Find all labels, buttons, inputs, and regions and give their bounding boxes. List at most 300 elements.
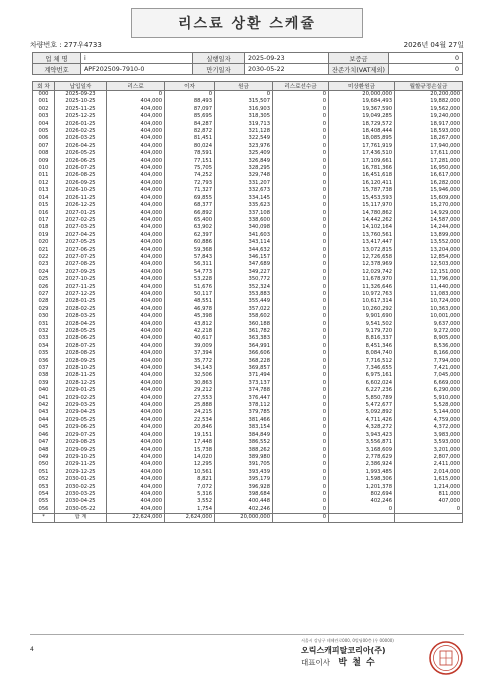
table-row: [33, 350, 463, 357]
cell-pay-date: 2025-10-25: [55, 98, 107, 105]
cell-loss: 18,267,000: [395, 135, 463, 142]
cell-pay-date: 2026-03-25: [55, 135, 107, 142]
cell-prepayment: 0: [273, 506, 329, 514]
table-row: [33, 217, 463, 224]
cell-outstanding: 12,029,742: [329, 269, 395, 276]
cell-interest: 27,553: [165, 395, 215, 402]
cell-lease-fee: 404,000: [107, 335, 165, 342]
start-date-label: 실행일자: [193, 53, 245, 64]
cell-lease-fee: 404,000: [107, 432, 165, 439]
cell-interest: 8,821: [165, 476, 215, 483]
cell-pay-date: 2026-10-25: [55, 187, 107, 194]
cell-principal: 363,383: [215, 335, 273, 342]
cell-principal: 347,689: [215, 261, 273, 268]
cell-interest: 1,754: [165, 506, 215, 514]
cell-lease-fee: 404,000: [107, 232, 165, 239]
cell-lease-fee: 404,000: [107, 506, 165, 514]
cell-principal: 0: [215, 91, 273, 99]
cell-outstanding: 19,684,493: [329, 98, 395, 105]
cell-interest: 56,311: [165, 261, 215, 268]
cell-seq: 046: [33, 432, 55, 439]
cell-lease-fee: 404,000: [107, 172, 165, 179]
cell-lease-fee: 404,000: [107, 291, 165, 298]
cell-principal: 386,552: [215, 439, 273, 446]
cell-outstanding: 10,260,292: [329, 306, 395, 313]
cell-prepayment: 0: [273, 372, 329, 379]
cell-loss: 3,983,000: [395, 432, 463, 439]
cell-outstanding: 9,541,502: [329, 321, 395, 328]
cell-lease-fee: 404,000: [107, 180, 165, 187]
table-row: [33, 313, 463, 320]
cell-seq: 021: [33, 247, 55, 254]
cell-interest: 81,451: [165, 135, 215, 142]
table-row: [33, 454, 463, 461]
cell-prepayment: 0: [273, 298, 329, 305]
cell-principal: 393,439: [215, 469, 273, 476]
total-loss: [395, 514, 463, 522]
cell-interest: 7,072: [165, 484, 215, 491]
cell-seq: 030: [33, 313, 55, 320]
cell-seq: 031: [33, 321, 55, 328]
table-row: [33, 380, 463, 387]
cell-pay-date: 2028-08-25: [55, 350, 107, 357]
cell-prepayment: 0: [273, 202, 329, 209]
deposit-value: 0: [389, 53, 463, 64]
table-row: [33, 224, 463, 231]
document-title: 리스료 상환 스케쥴: [131, 8, 363, 38]
cell-loss: 18,593,000: [395, 128, 463, 135]
col-header-lease-fee: 리스료: [107, 82, 165, 91]
cell-loss: 8,905,000: [395, 335, 463, 342]
cell-seq: 032: [33, 328, 55, 335]
cell-principal: 334,145: [215, 195, 273, 202]
cell-outstanding: 7,346,655: [329, 365, 395, 372]
cell-prepayment: 0: [273, 402, 329, 409]
cell-seq: 033: [33, 335, 55, 342]
cell-lease-fee: 404,000: [107, 358, 165, 365]
total-principal: 20,000,000: [215, 514, 273, 522]
cell-interest: 66,892: [165, 210, 215, 217]
cell-interest: 3,552: [165, 498, 215, 505]
cell-outstanding: 13,417,447: [329, 239, 395, 246]
cell-lease-fee: 404,000: [107, 284, 165, 291]
table-row: [33, 424, 463, 431]
cell-prepayment: 0: [273, 380, 329, 387]
cell-principal: 378,112: [215, 402, 273, 409]
cell-prepayment: 0: [273, 343, 329, 350]
cell-loss: 7,045,000: [395, 372, 463, 379]
col-header-outstanding: 미상환원금: [329, 82, 395, 91]
cell-interest: 17,448: [165, 439, 215, 446]
cell-interest: 60,886: [165, 239, 215, 246]
cell-seq: 016: [33, 210, 55, 217]
cell-lease-fee: 404,000: [107, 210, 165, 217]
cell-prepayment: 0: [273, 447, 329, 454]
cell-interest: 74,252: [165, 172, 215, 179]
table-row: [33, 247, 463, 254]
cell-pay-date: 2025-11-25: [55, 106, 107, 113]
cell-prepayment: 0: [273, 180, 329, 187]
cell-principal: 349,227: [215, 269, 273, 276]
cell-loss: 10,363,000: [395, 306, 463, 313]
cell-seq: 056: [33, 506, 55, 514]
cell-seq: 017: [33, 217, 55, 224]
cell-loss: 6,669,000: [395, 380, 463, 387]
cell-loss: 5,910,000: [395, 395, 463, 402]
cell-lease-fee: 404,000: [107, 328, 165, 335]
cell-lease-fee: 404,000: [107, 447, 165, 454]
cell-prepayment: 0: [273, 461, 329, 468]
cell-principal: 338,600: [215, 217, 273, 224]
cell-interest: 0: [165, 91, 215, 99]
schedule-header-row: [33, 82, 463, 91]
cell-prepayment: 0: [273, 424, 329, 431]
cell-seq: 054: [33, 491, 55, 498]
cell-seq: 027: [33, 291, 55, 298]
cell-lease-fee: 404,000: [107, 298, 165, 305]
cell-outstanding: 4,328,272: [329, 424, 395, 431]
ceo-name: 박 철 수: [338, 658, 376, 668]
total-lease-fee: 22,624,000: [107, 514, 165, 522]
cell-outstanding: 16,451,618: [329, 172, 395, 179]
table-row: [33, 128, 463, 135]
cell-outstanding: 3,168,609: [329, 447, 395, 454]
cell-pay-date: 2029-10-25: [55, 454, 107, 461]
cell-interest: 35,772: [165, 358, 215, 365]
cell-principal: 374,788: [215, 387, 273, 394]
cell-principal: 381,466: [215, 417, 273, 424]
cell-outstanding: 10,972,763: [329, 291, 395, 298]
info-row: [33, 53, 463, 64]
cell-seq: 048: [33, 447, 55, 454]
cell-lease-fee: 404,000: [107, 395, 165, 402]
cell-seq: 047: [33, 439, 55, 446]
cell-interest: 19,151: [165, 432, 215, 439]
residual-value-value: 0: [389, 64, 463, 75]
total-interest: 2,624,000: [165, 514, 215, 522]
cell-loss: 13,204,000: [395, 247, 463, 254]
cell-seq: 002: [33, 106, 55, 113]
title-area: [0, 8, 494, 38]
cell-loss: 14,929,000: [395, 210, 463, 217]
cell-lease-fee: 404,000: [107, 269, 165, 276]
cell-loss: 12,151,000: [395, 269, 463, 276]
cell-principal: 341,603: [215, 232, 273, 239]
cell-prepayment: 0: [273, 284, 329, 291]
cell-principal: 384,849: [215, 432, 273, 439]
cell-prepayment: 0: [273, 121, 329, 128]
cell-interest: 54,773: [165, 269, 215, 276]
cell-prepayment: 0: [273, 113, 329, 120]
cell-seq: 014: [33, 195, 55, 202]
cell-pay-date: 2026-05-25: [55, 150, 107, 157]
total-label: 합 계: [55, 514, 107, 522]
cell-prepayment: 0: [273, 135, 329, 142]
total-outstanding: [329, 514, 395, 522]
ceo-label: 대표이사: [301, 658, 330, 667]
cell-loss: 19,240,000: [395, 113, 463, 120]
cell-loss: 9,272,000: [395, 328, 463, 335]
cell-outstanding: 20,000,000: [329, 91, 395, 99]
cell-outstanding: 18,729,572: [329, 121, 395, 128]
table-row: [33, 343, 463, 350]
cell-loss: 5,528,000: [395, 402, 463, 409]
cell-prepayment: 0: [273, 210, 329, 217]
cell-pay-date: 2026-04-25: [55, 143, 107, 150]
cell-outstanding: 1,993,485: [329, 469, 395, 476]
cell-prepayment: 0: [273, 476, 329, 483]
cell-prepayment: 0: [273, 172, 329, 179]
cell-lease-fee: 404,000: [107, 439, 165, 446]
table-row: [33, 395, 463, 402]
cell-principal: 369,857: [215, 365, 273, 372]
cell-prepayment: 0: [273, 484, 329, 491]
cell-interest: 62,397: [165, 232, 215, 239]
cell-loss: 10,001,000: [395, 313, 463, 320]
cell-interest: 57,843: [165, 254, 215, 261]
cell-lease-fee: 404,000: [107, 321, 165, 328]
cell-seq: 005: [33, 128, 55, 135]
cell-prepayment: 0: [273, 106, 329, 113]
cell-interest: 68,377: [165, 202, 215, 209]
cell-loss: 19,882,000: [395, 98, 463, 105]
cell-outstanding: 9,179,720: [329, 328, 395, 335]
cell-seq: 009: [33, 158, 55, 165]
cell-interest: 43,812: [165, 321, 215, 328]
cell-seq: 040: [33, 387, 55, 394]
cell-interest: 50,117: [165, 291, 215, 298]
col-header-principal: 원금: [215, 82, 273, 91]
table-row: [33, 91, 463, 99]
cell-interest: 32,506: [165, 372, 215, 379]
cell-loss: 3,593,000: [395, 439, 463, 446]
cell-prepayment: 0: [273, 254, 329, 261]
company-seal-icon: [428, 640, 464, 676]
table-row: [33, 469, 463, 476]
cell-loss: 7,421,000: [395, 365, 463, 372]
cell-pay-date: 2029-02-25: [55, 395, 107, 402]
table-row: [33, 98, 463, 105]
table-row: [33, 269, 463, 276]
cell-outstanding: 8,451,346: [329, 343, 395, 350]
cell-lease-fee: 404,000: [107, 454, 165, 461]
table-row: [33, 121, 463, 128]
table-row: [33, 195, 463, 202]
cell-loss: 14,244,000: [395, 224, 463, 231]
table-row: [33, 365, 463, 372]
cell-seq: 049: [33, 454, 55, 461]
table-row: [33, 261, 463, 268]
cell-outstanding: 2,386,924: [329, 461, 395, 468]
cell-lease-fee: 404,000: [107, 165, 165, 172]
maturity-date-value: 2030-05-22: [245, 64, 329, 75]
cell-loss: 19,562,000: [395, 106, 463, 113]
info-row: [33, 64, 463, 75]
contract-no-label: 계약번호: [33, 64, 81, 75]
cell-lease-fee: 0: [107, 91, 165, 99]
col-header-seq: 회 차: [33, 82, 55, 91]
cell-principal: 364,991: [215, 343, 273, 350]
company-label: 업 체 명: [33, 53, 81, 64]
cell-interest: 12,295: [165, 461, 215, 468]
cell-principal: 388,262: [215, 447, 273, 454]
cell-loss: 14,587,000: [395, 217, 463, 224]
cell-principal: 376,447: [215, 395, 273, 402]
cell-interest: 84,287: [165, 121, 215, 128]
cell-pay-date: 2029-06-25: [55, 424, 107, 431]
meta-line: [30, 40, 464, 50]
cell-seq: 052: [33, 476, 55, 483]
cell-pay-date: 2027-12-25: [55, 291, 107, 298]
cell-prepayment: 0: [273, 387, 329, 394]
cell-outstanding: 11,326,646: [329, 284, 395, 291]
cell-prepayment: 0: [273, 187, 329, 194]
total-row: [33, 514, 463, 522]
cell-pay-date: 2029-03-25: [55, 402, 107, 409]
cell-pay-date: 2027-11-25: [55, 284, 107, 291]
cell-prepayment: 0: [273, 469, 329, 476]
cell-pay-date: 2029-11-25: [55, 461, 107, 468]
cell-pay-date: 2027-10-25: [55, 276, 107, 283]
cell-lease-fee: 404,000: [107, 195, 165, 202]
cell-pay-date: 2027-03-25: [55, 224, 107, 231]
cell-lease-fee: 404,000: [107, 306, 165, 313]
table-row: [33, 135, 463, 142]
cell-principal: 326,849: [215, 158, 273, 165]
cell-interest: 63,902: [165, 224, 215, 231]
cell-seq: 004: [33, 121, 55, 128]
cell-principal: 396,928: [215, 484, 273, 491]
cell-interest: 77,151: [165, 158, 215, 165]
cell-lease-fee: 404,000: [107, 224, 165, 231]
cell-prepayment: 0: [273, 217, 329, 224]
cell-seq: 022: [33, 254, 55, 261]
cell-seq: 039: [33, 380, 55, 387]
cell-prepayment: 0: [273, 432, 329, 439]
cell-prepayment: 0: [273, 261, 329, 268]
cell-seq: 050: [33, 461, 55, 468]
cell-lease-fee: 404,000: [107, 409, 165, 416]
cell-lease-fee: 404,000: [107, 202, 165, 209]
cell-prepayment: 0: [273, 498, 329, 505]
cell-prepayment: 0: [273, 306, 329, 313]
cell-interest: 87,097: [165, 106, 215, 113]
cell-prepayment: 0: [273, 417, 329, 424]
cell-seq: 001: [33, 98, 55, 105]
table-row: [33, 358, 463, 365]
cell-lease-fee: 404,000: [107, 276, 165, 283]
cell-principal: 391,705: [215, 461, 273, 468]
cell-prepayment: 0: [273, 195, 329, 202]
cell-pay-date: 2026-01-25: [55, 121, 107, 128]
table-row: [33, 150, 463, 157]
cell-lease-fee: 404,000: [107, 98, 165, 105]
cell-loss: 13,552,000: [395, 239, 463, 246]
table-row: [33, 335, 463, 342]
cell-principal: 400,448: [215, 498, 273, 505]
cell-interest: 14,020: [165, 454, 215, 461]
cell-pay-date: 2028-07-25: [55, 343, 107, 350]
cell-seq: 008: [33, 150, 55, 157]
start-date-value: 2025-09-23: [245, 53, 329, 64]
cell-pay-date: 2030-02-25: [55, 484, 107, 491]
cell-pay-date: 2028-10-25: [55, 365, 107, 372]
cell-seq: 044: [33, 417, 55, 424]
cell-lease-fee: 404,000: [107, 424, 165, 431]
cell-principal: 353,883: [215, 291, 273, 298]
cell-outstanding: 10,617,314: [329, 298, 395, 305]
cell-lease-fee: 404,000: [107, 380, 165, 387]
cell-seq: 038: [33, 372, 55, 379]
table-row: [33, 113, 463, 120]
table-row: [33, 298, 463, 305]
cell-outstanding: 15,787,738: [329, 187, 395, 194]
cell-lease-fee: 404,000: [107, 158, 165, 165]
cell-loss: 17,940,000: [395, 143, 463, 150]
company-footer: [301, 638, 436, 669]
cell-seq: 045: [33, 424, 55, 431]
cell-loss: 15,270,000: [395, 202, 463, 209]
cell-seq: 018: [33, 224, 55, 231]
cell-seq: 034: [33, 343, 55, 350]
cell-loss: 5,144,000: [395, 409, 463, 416]
cell-loss: 17,281,000: [395, 158, 463, 165]
cell-seq: 035: [33, 350, 55, 357]
cell-loss: 0: [395, 506, 463, 514]
cell-seq: 036: [33, 358, 55, 365]
cell-prepayment: 0: [273, 165, 329, 172]
cell-seq: 028: [33, 298, 55, 305]
cell-principal: 371,494: [215, 372, 273, 379]
cell-seq: 013: [33, 187, 55, 194]
cell-pay-date: 2028-02-25: [55, 306, 107, 313]
cell-seq: 000: [33, 91, 55, 99]
cell-outstanding: 7,716,512: [329, 358, 395, 365]
cell-loss: 1,214,000: [395, 484, 463, 491]
table-row: [33, 239, 463, 246]
cell-outstanding: 6,975,161: [329, 372, 395, 379]
cell-pay-date: 2030-01-25: [55, 476, 107, 483]
cell-prepayment: 0: [273, 335, 329, 342]
cell-outstanding: 17,761,919: [329, 143, 395, 150]
cell-principal: 332,673: [215, 187, 273, 194]
cell-seq: 019: [33, 232, 55, 239]
cell-outstanding: 0: [329, 506, 395, 514]
cell-loss: 12,854,000: [395, 254, 463, 261]
cell-seq: 053: [33, 484, 55, 491]
cell-loss: 11,440,000: [395, 284, 463, 291]
cell-principal: 350,772: [215, 276, 273, 283]
cell-seq: 020: [33, 239, 55, 246]
cell-loss: 13,899,000: [395, 232, 463, 239]
cell-outstanding: 12,726,658: [329, 254, 395, 261]
cell-principal: 373,137: [215, 380, 273, 387]
contract-info-table: [32, 52, 463, 75]
cell-interest: 71,327: [165, 187, 215, 194]
cell-outstanding: 8,084,740: [329, 350, 395, 357]
cell-principal: 318,305: [215, 113, 273, 120]
cell-principal: 323,976: [215, 143, 273, 150]
cell-loss: 17,611,000: [395, 150, 463, 157]
cell-pay-date: 2028-01-25: [55, 298, 107, 305]
cell-pay-date: 2029-07-25: [55, 432, 107, 439]
cell-principal: 331,207: [215, 180, 273, 187]
company-name: 오릭스캐피탈코리아(주): [301, 646, 386, 655]
cell-outstanding: 3,556,871: [329, 439, 395, 446]
cell-lease-fee: 404,000: [107, 187, 165, 194]
cell-prepayment: 0: [273, 143, 329, 150]
ceo-line: [301, 657, 436, 669]
